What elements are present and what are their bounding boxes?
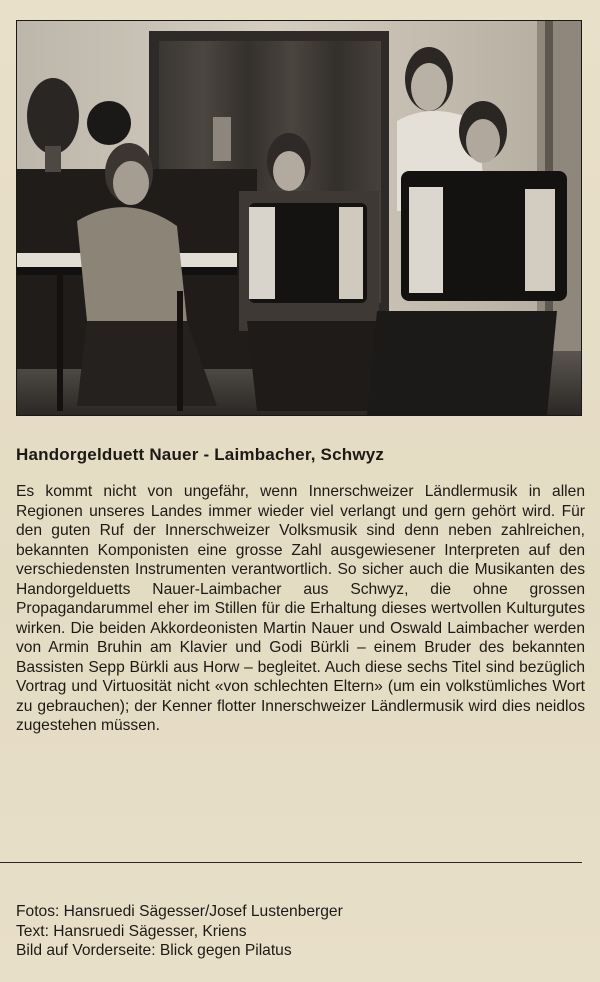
band-photo bbox=[16, 20, 582, 416]
divider-line bbox=[0, 862, 582, 863]
caption-title: Handorgelduett Nauer - Laimbacher, Schwyz bbox=[16, 445, 385, 464]
article-body: Es kommt nicht von ungefähr, wenn Innerschweizer Ländlermusik in allen Regionen unseres Landes immer wieder viel verlangt und gern gehört wird. Für den guten Ruf der Innerschweizer Volksmusik sind denn neben zahlreichen, bekannten Komponisten eine grosse Zahl ausgewiesener Interpreten auf den verschiedensten Instrumenten verantwortlich. So sicher auch die Musikanten des Handorgelduetts Nauer-Laimbacher aus Schwyz, die ohne grossen Propagandarummel eher im Stillen für die Erhaltung dieses wertvollen Kulturgutes wirken. Die beiden Akkordeonisten Martin Nauer und Oswald Laimbacher werden von Armin Bruhin am Klavier und Godi Bürkli – einem Bruder des bekannten Bassisten Sepp Bürkli aus Horw – begleitet. Auch diese sechs Titel sind bezüglich Vortrag und Virtuosität nicht «von schlechten Eltern» (um ein volkstümliches Wort zu gebrauchen); der Kenner flotter Innerschweizer Ländlermusik wird dies neidlos zugestehen müssen. bbox=[16, 483, 585, 734]
credit-cover-image: Bild auf Vorderseite: Blick gegen Pilatus bbox=[16, 942, 292, 959]
credits-block bbox=[16, 902, 576, 961]
credit-photos: Fotos: Hansruedi Sägesser/Josef Lustenberger bbox=[16, 903, 343, 920]
credit-text: Text: Hansruedi Sägesser, Kriens bbox=[16, 922, 247, 940]
